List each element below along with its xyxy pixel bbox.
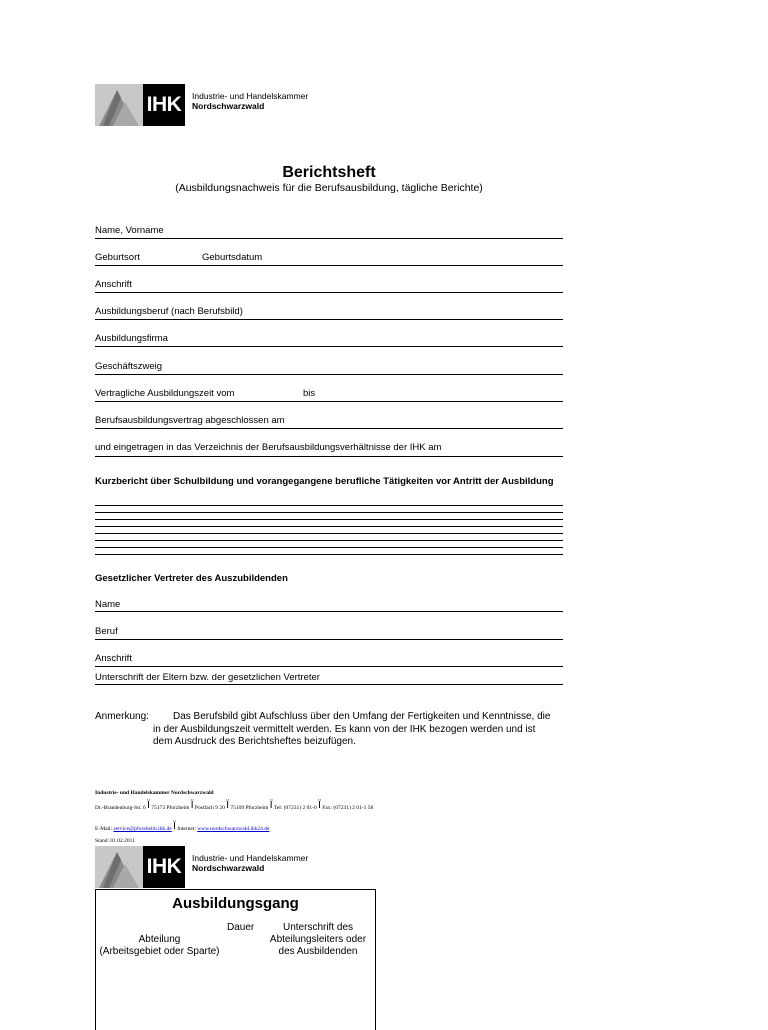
footer-address (95, 800, 374, 816)
field-label-zeit-vom: Vertragliche Ausbildungszeit vom (95, 388, 235, 399)
footer-address3: Postfach 9 20 (194, 805, 225, 811)
vertreter-line-anschrift[interactable] (95, 666, 563, 667)
ihk-logo-page2 (95, 846, 309, 888)
footer-org: Industrie- und Handelskammer Nordschwarzwald (95, 790, 214, 796)
field-line-anschrift[interactable] (95, 292, 563, 293)
footer-separator: Ï (269, 800, 273, 811)
logo-abbrev: IHK (143, 846, 185, 888)
field-label-zeit-bis: bis (303, 388, 316, 399)
vertreter-label-anschrift: Anschrift (95, 653, 132, 664)
field-label-geburtsdatum: Geburtsdatum (202, 252, 263, 263)
col-header-unterschrift (261, 922, 375, 958)
logo-org-line1: Industrie- und Handelskammer (192, 853, 309, 863)
kurzbericht-line-4[interactable] (95, 526, 563, 527)
field-line-beruf[interactable] (95, 319, 563, 320)
vertreter-line-beruf[interactable] (95, 639, 563, 640)
page-title: Berichtsheft (282, 164, 376, 181)
field-label-name: Name, Vorname (95, 225, 164, 236)
footer-separator: Ï (318, 800, 321, 811)
logo-org-line2: Nordschwarzwald (192, 863, 265, 873)
footer-address2: 75173 Pforzheim (151, 805, 190, 811)
footer-internet-link[interactable]: www.nordschwarzwald.ihk24.de (197, 826, 270, 832)
footer-separator: Ï (173, 821, 176, 832)
field-label-firma: Ausbildungsfirma (95, 333, 168, 344)
footer-email-label: E-Mail: (95, 826, 113, 832)
anmerkung-line-1: Das Berufsbild gibt Aufschluss über den Umfang der Fertigkeiten und Kenntnisse, die (173, 711, 551, 722)
footer-stand: Stand: 01.02.2011 (95, 838, 135, 844)
field-label-verzeichnis: und eingetragen in das Verzeichnis der Berufsausbildungsverhältnisse der IHK am (95, 442, 442, 453)
kurzbericht-line-3[interactable] (95, 519, 563, 520)
logo-org-line2: Nordschwarzwald (192, 101, 265, 111)
col-header-abteilung (96, 934, 223, 958)
anmerkung-line-3: dem Ausdruck des Berichtsheftes beizufügen. (153, 736, 356, 747)
footer-email-link[interactable]: service@pforzheim.ihk.de (113, 826, 172, 832)
kurzbericht-line-7[interactable] (95, 547, 563, 548)
field-line-vertrag[interactable] (95, 428, 563, 429)
footer-address1: Dr.-Brandenburg-Str. 6 (95, 805, 146, 811)
vertreter-heading: Gesetzlicher Vertreter des Auszubildenden (95, 573, 288, 584)
kurzbericht-line-8[interactable] (95, 554, 563, 555)
field-label-beruf: Ausbildungsberuf (nach Berufsbild) (95, 306, 243, 317)
vertreter-line-name[interactable] (95, 611, 563, 612)
field-line-geburt[interactable] (95, 265, 563, 266)
field-line-verzeichnis[interactable] (95, 456, 563, 457)
vertreter-line-unterschrift[interactable] (95, 684, 563, 685)
ausbildungsgang-table (95, 889, 376, 1030)
kurzbericht-heading: Kurzbericht über Schulbildung und vorangegangene berufliche Tätigkeiten vor Antritt der Ausbildung (95, 476, 554, 487)
col-header-unterschrift-line2: Abteilungsleiters oder (269, 934, 367, 945)
col-header-abteilung-line2: (Arbeitsgebiet oder Sparte) (99, 946, 220, 957)
field-line-firma[interactable] (95, 346, 563, 347)
footer-separator: Ï (226, 800, 229, 811)
field-label-zweig: Geschäftszweig (95, 361, 163, 372)
footer-separator: Ï (190, 800, 194, 811)
field-label-anschrift: Anschrift (95, 279, 132, 290)
anmerkung-line-2: in der Ausbildungszeit vermittelt werden. Es kann von der IHK bezogen werden und ist (153, 723, 536, 735)
vertreter-label-name: Name (95, 599, 121, 610)
field-label-geburtsort: Geburtsort (95, 252, 140, 263)
col-header-unterschrift-line3: des Ausbildenden (278, 946, 358, 957)
logo-emblem-icon (95, 846, 143, 888)
col-header-dauer: Dauer (227, 922, 255, 933)
kurzbericht-line-1[interactable] (95, 505, 563, 506)
vertreter-label-unterschrift: Unterschrift der Eltern bzw. der gesetzlichen Vertreter (95, 672, 320, 683)
anmerkung-label: Anmerkung: (95, 711, 149, 722)
logo-org-line1: Industrie- und Handelskammer (192, 91, 309, 101)
vertreter-label-beruf: Beruf (95, 626, 118, 637)
footer-address4: 75109 Pforzheim (230, 805, 269, 811)
logo-abbrev: IHK (143, 84, 185, 126)
field-line-zeit[interactable] (95, 401, 563, 402)
footer-contact (95, 821, 270, 837)
field-line-name[interactable] (95, 238, 563, 239)
page-subtitle: (Ausbildungsnachweis für die Berufsausbildung, tägliche Berichte) (175, 182, 483, 194)
footer-internet-label: Internet: (177, 826, 196, 832)
col-header-unterschrift-line1: Unterschrift des (282, 922, 354, 933)
footer-fax: Fax: (07231) 2 01-1 58 (322, 805, 374, 811)
footer-tel: Tel: (07231) 2 01-0 (273, 805, 317, 811)
logo-emblem-icon (95, 84, 143, 126)
col-header-abteilung-line1: Abteilung (138, 934, 181, 945)
ihk-logo (95, 84, 309, 126)
ausbildungsgang-title: Ausbildungsgang (172, 895, 299, 912)
footer-separator: Ï (147, 800, 150, 811)
kurzbericht-line-2[interactable] (95, 512, 563, 513)
kurzbericht-line-5[interactable] (95, 533, 563, 534)
kurzbericht-line-6[interactable] (95, 540, 563, 541)
field-label-vertrag: Berufsausbildungsvertrag abgeschlossen am (95, 415, 285, 426)
field-line-zweig[interactable] (95, 374, 563, 375)
